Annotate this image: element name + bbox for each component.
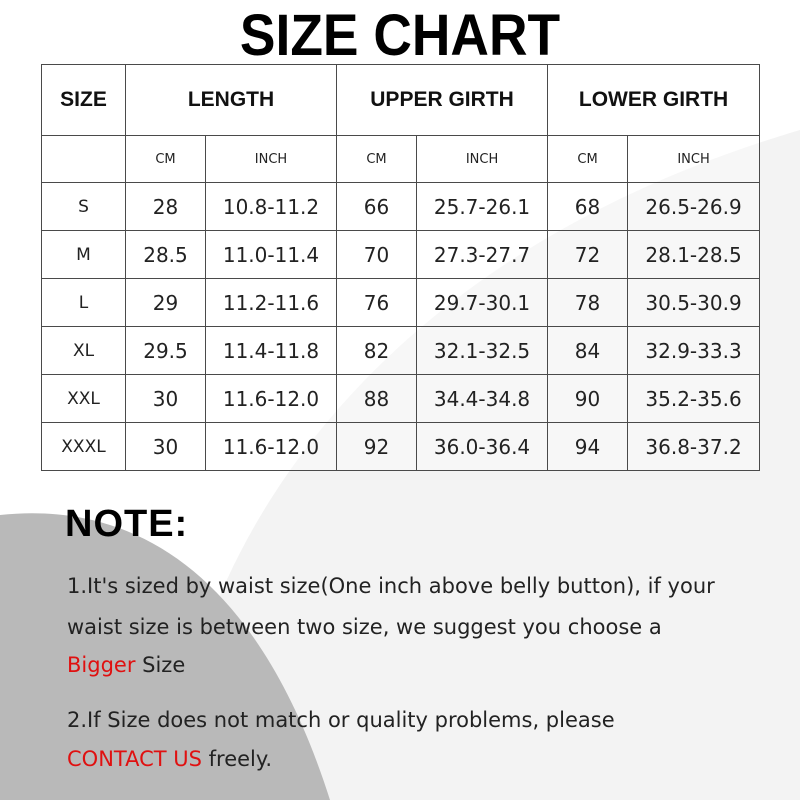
size-label-cell: S [42, 183, 126, 231]
table-cell: 29.5 [126, 327, 206, 375]
header-upper-girth: UPPER GIRTH [337, 65, 548, 136]
table-cell: 35.2-35.6 [628, 375, 760, 423]
table-cell: 11.0-11.4 [206, 231, 337, 279]
table-cell: 78 [548, 279, 628, 327]
size-label-cell: XXL [42, 375, 126, 423]
table-cell: 30.5-30.9 [628, 279, 760, 327]
table-cell: 94 [548, 423, 628, 471]
table-cell: 82 [337, 327, 417, 375]
table-row [42, 279, 760, 327]
header-length: LENGTH [126, 65, 337, 136]
size-label-cell: XXXL [42, 423, 126, 471]
table-cell: 76 [337, 279, 417, 327]
unit-blank [42, 136, 126, 183]
table-cell: 11.6-12.0 [206, 423, 337, 471]
note-text-fragment: Size [135, 653, 186, 677]
table-cell: 29 [126, 279, 206, 327]
page-title: SIZE CHART [239, 3, 561, 68]
table-cell: 11.2-11.6 [206, 279, 337, 327]
table-cell: 72 [548, 231, 628, 279]
size-chart-table [41, 64, 760, 471]
size-label-cell: XL [42, 327, 126, 375]
table-cell: 84 [548, 327, 628, 375]
note-text-line: 2.If Size does not match or quality problems, please [67, 708, 615, 732]
note-text-line [67, 745, 272, 773]
header-lower-girth: LOWER GIRTH [548, 65, 760, 136]
table-cell: 28.1-28.5 [628, 231, 760, 279]
note-heading: NOTE: [65, 503, 189, 545]
note-text-line: 1.It's sized by waist size(One inch above belly button), if your [67, 574, 715, 598]
unit-cell: INCH [417, 136, 548, 183]
table-cell: 11.4-11.8 [206, 327, 337, 375]
bigger-highlight: Bigger [67, 653, 136, 677]
table-cell: 32.1-32.5 [417, 327, 548, 375]
table-cell: 36.0-36.4 [417, 423, 548, 471]
contact-us-highlight: CONTACT US [67, 747, 202, 771]
table-row [42, 183, 760, 231]
note-text-line [67, 651, 185, 679]
size-label-cell: M [42, 231, 126, 279]
table-cell: 30 [126, 423, 206, 471]
table-cell: 68 [548, 183, 628, 231]
note-text-fragment: freely. [201, 747, 272, 771]
unit-cell: CM [126, 136, 206, 183]
unit-cell: CM [337, 136, 417, 183]
table-cell: 28.5 [126, 231, 206, 279]
table-cell: 28 [126, 183, 206, 231]
table-cell: 29.7-30.1 [417, 279, 548, 327]
table-cell: 10.8-11.2 [206, 183, 337, 231]
table-row [42, 375, 760, 423]
table-unit-row [42, 136, 760, 183]
table-row [42, 231, 760, 279]
table-cell: 70 [337, 231, 417, 279]
table-cell: 26.5-26.9 [628, 183, 760, 231]
unit-cell: INCH [628, 136, 760, 183]
table-row [42, 327, 760, 375]
table-cell: 92 [337, 423, 417, 471]
table-cell: 88 [337, 375, 417, 423]
table-cell: 25.7-26.1 [417, 183, 548, 231]
table-cell: 11.6-12.0 [206, 375, 337, 423]
table-row [42, 423, 760, 471]
table-cell: 90 [548, 375, 628, 423]
table-cell: 30 [126, 375, 206, 423]
table-cell: 66 [337, 183, 417, 231]
table-cell: 34.4-34.8 [417, 375, 548, 423]
table-cell: 27.3-27.7 [417, 231, 548, 279]
size-label-cell: L [42, 279, 126, 327]
table-header-row [42, 65, 760, 136]
unit-cell: CM [548, 136, 628, 183]
unit-cell: INCH [206, 136, 337, 183]
header-size: SIZE [42, 65, 126, 136]
table-cell: 36.8-37.2 [628, 423, 760, 471]
note-text-line: waist size is between two size, we suggest you choose a [67, 615, 662, 639]
table-cell: 32.9-33.3 [628, 327, 760, 375]
